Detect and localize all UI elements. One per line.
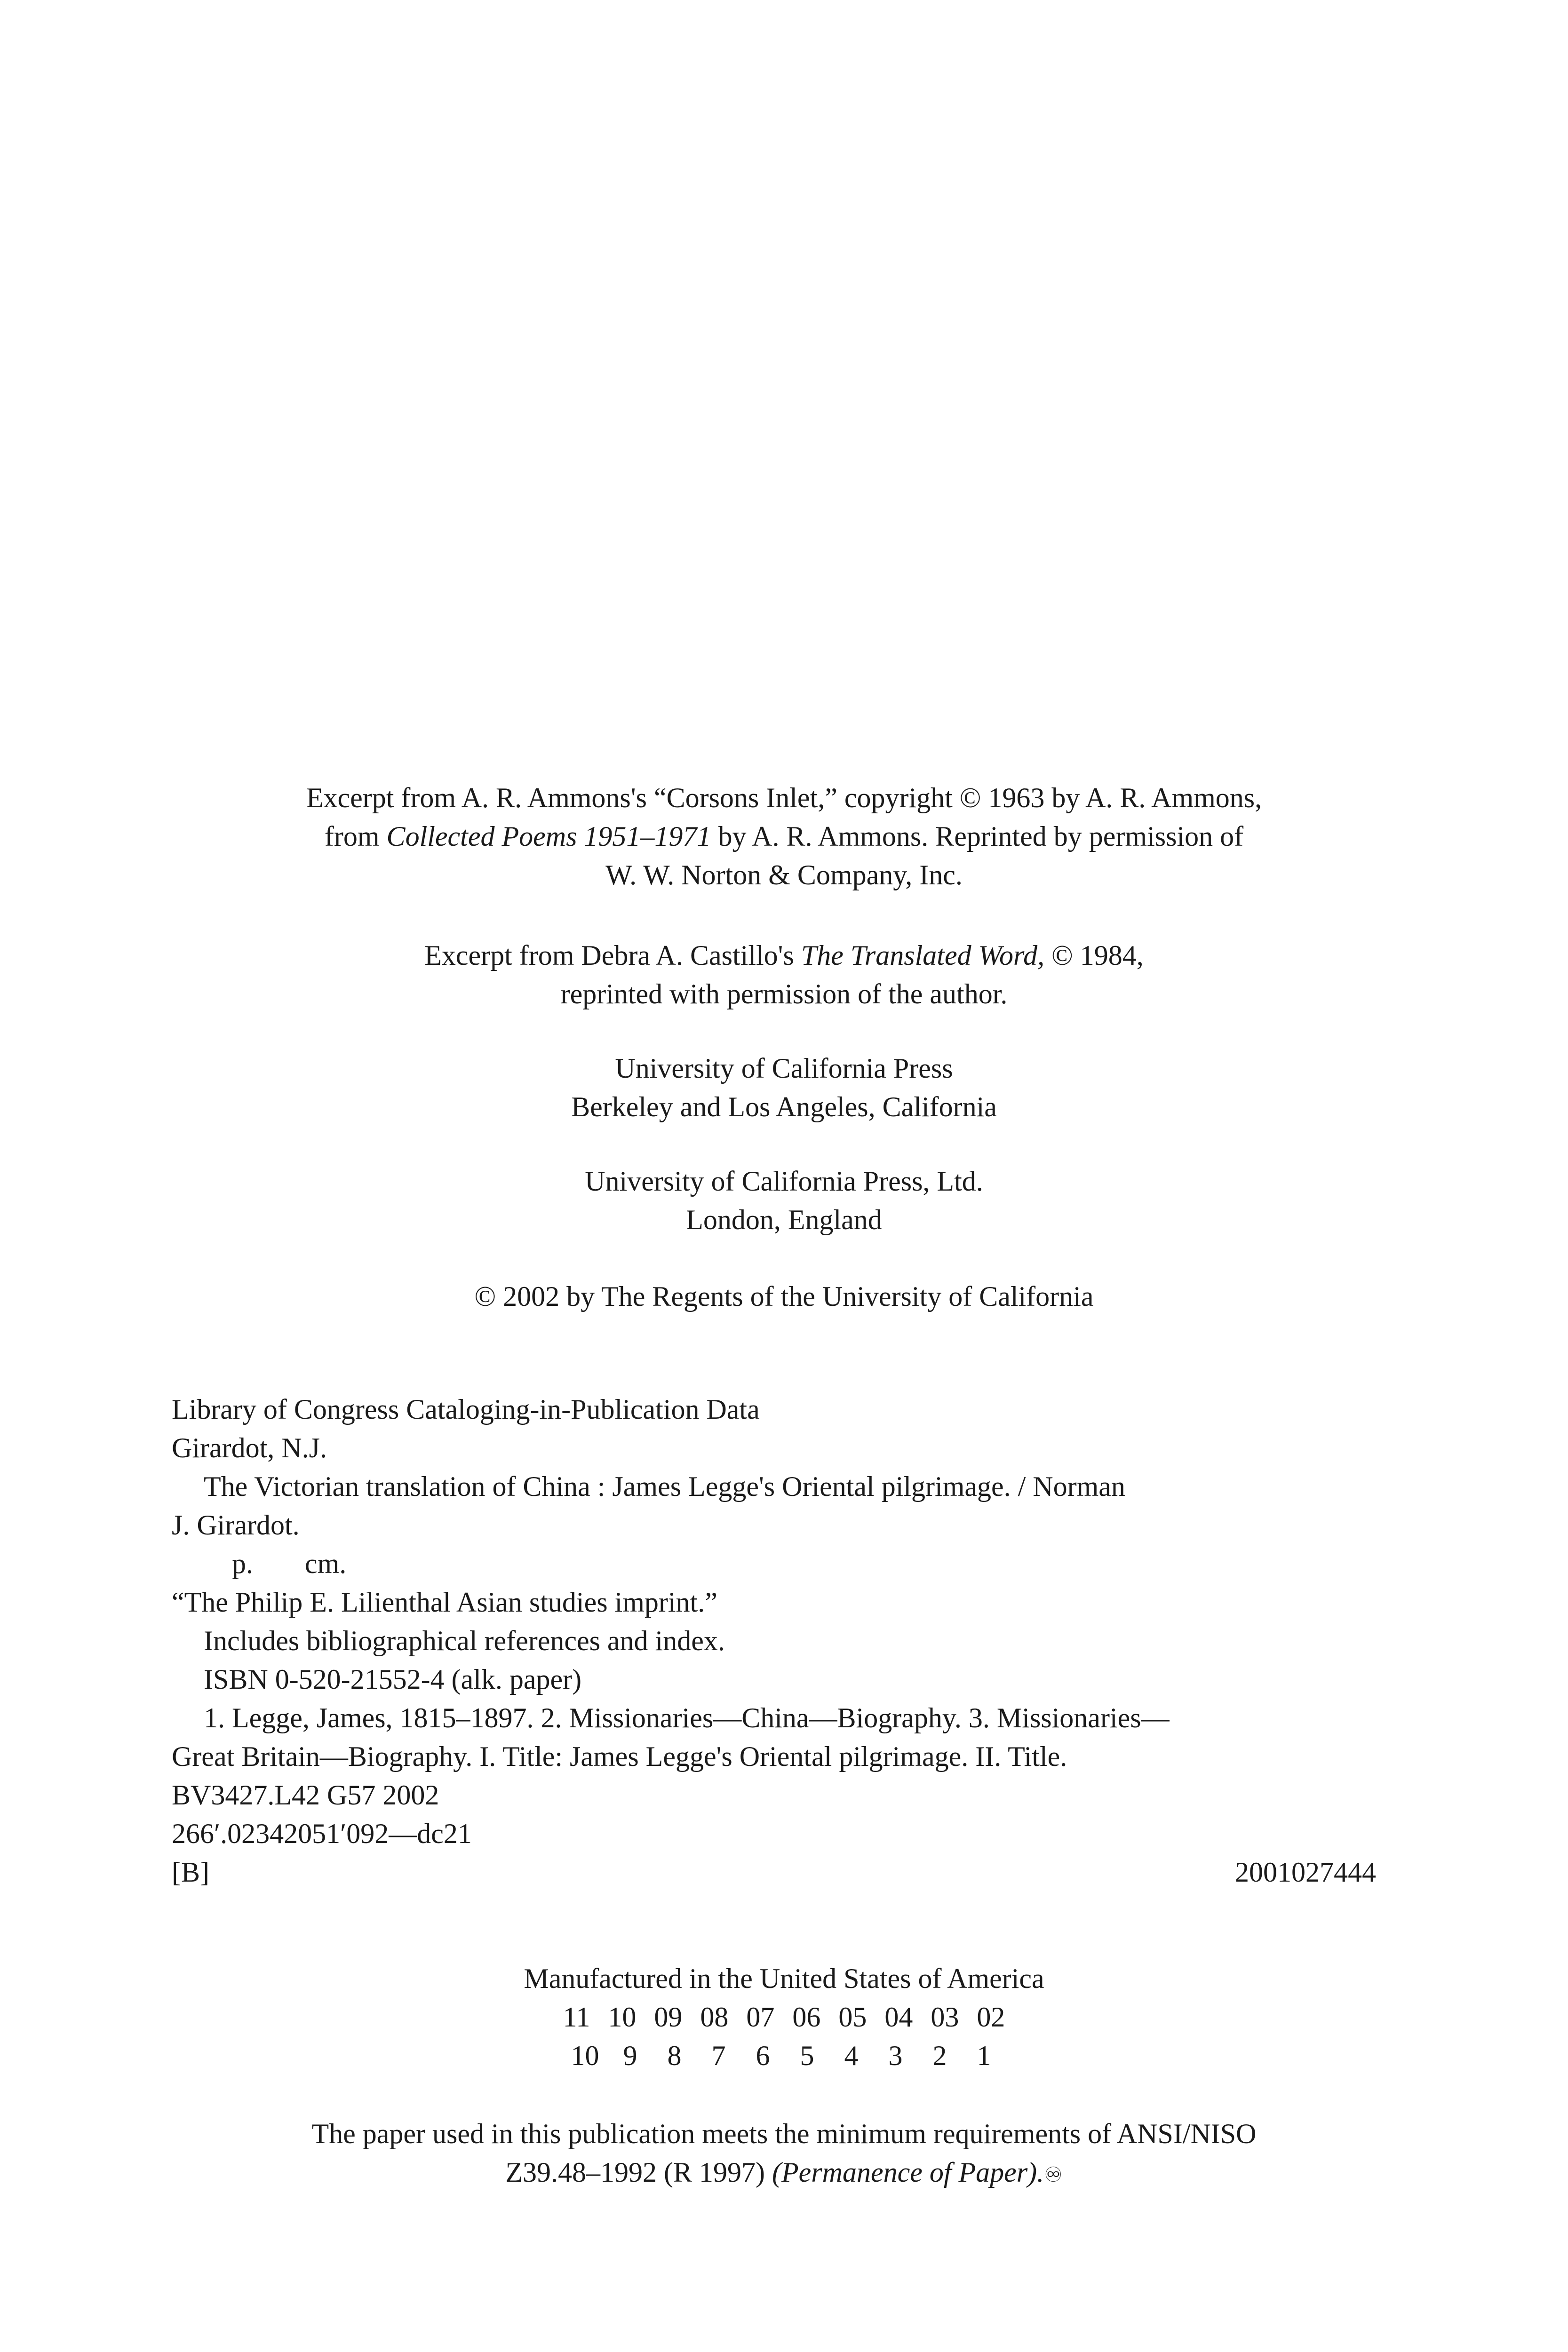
- cip-title-line-2: J. Girardot.: [172, 1510, 300, 1541]
- cip-series: “The Philip E. Lilienthal Asian studies imprint.”: [172, 1587, 717, 1618]
- impression-number: 1: [977, 2040, 991, 2071]
- printing-years-line: [0, 1998, 1568, 2036]
- cip-subjects-line-2: Great Britain—Biography. I. Title: James Legge's Oriental pilgrimage. II. Title.: [172, 1741, 1067, 1772]
- printing-impressions-line: [0, 2036, 1568, 2075]
- printing-year: 02: [977, 2002, 1005, 2033]
- permanence-of-paper: (Permanence of Paper).: [772, 2157, 1044, 2188]
- impression-number: 4: [844, 2040, 859, 2071]
- cip-last-row: [172, 1853, 1376, 1891]
- impression-number: 5: [800, 2040, 814, 2071]
- paper-statement: [0, 2114, 1568, 2194]
- publisher-us-name: University of California Press: [615, 1053, 953, 1084]
- printing-year: 05: [838, 2002, 867, 2033]
- cip-subjects-line-1: 1. Legge, James, 1815–1897. 2. Missionaries—China—Biography. 3. Missionaries—: [204, 1702, 1170, 1733]
- impression-number: 3: [888, 2040, 903, 2071]
- impression-number: 10: [571, 2040, 599, 2071]
- cip-lccn: 2001027444: [1235, 1857, 1376, 1888]
- castillo-credit: [0, 936, 1568, 1013]
- printing-year: 04: [884, 2002, 913, 2033]
- cip-includes: Includes bibliographical references and index.: [204, 1625, 725, 1656]
- printing-year: 10: [608, 2002, 637, 2033]
- castillo-credit-line-1-end: © 1984,: [1044, 940, 1144, 971]
- publisher-us-place: Berkeley and Los Angeles, California: [571, 1091, 997, 1122]
- copyright-line: © 2002 by The Regents of the University of California: [474, 1281, 1094, 1312]
- ammons-credit: [0, 779, 1568, 894]
- printing-year: 07: [746, 2002, 775, 2033]
- publisher-uk-place: London, England: [686, 1204, 882, 1235]
- printing-year: 09: [654, 2002, 683, 2033]
- collected-poems-title: Collected Poems 1951–1971: [386, 821, 711, 852]
- castillo-credit-line-1-start: Excerpt from Debra A. Castillo's: [424, 940, 801, 971]
- impression-number: 2: [932, 2040, 947, 2071]
- manufactured-in: Manufactured in the United States of America: [524, 1963, 1044, 1994]
- permanence-symbol-icon: ♾: [1044, 2163, 1063, 2187]
- castillo-credit-line-1: [0, 936, 1568, 975]
- cip-data-block: [172, 1390, 1376, 1891]
- translated-word-title: The Translated Word,: [801, 940, 1045, 971]
- cip-dewey: 266′.02342051′092—dc21: [172, 1818, 472, 1849]
- ammons-credit-line-2-end: by A. R. Ammons. Reprinted by permission of: [711, 821, 1244, 852]
- cip-author: Girardot, N.J.: [172, 1432, 327, 1463]
- ammons-credit-line-3: W. W. Norton & Company, Inc.: [605, 859, 963, 890]
- cip-collation: [172, 1544, 1376, 1583]
- publisher-us: [0, 1049, 1568, 1126]
- cip-pages: p.: [232, 1548, 253, 1579]
- printing-year: 03: [931, 2002, 959, 2033]
- impression-number: 9: [623, 2040, 637, 2071]
- paper-line-2-start: Z39.48–1992 (R 1997): [505, 2157, 772, 2188]
- cip-call-number: BV3427.L42 G57 2002: [172, 1780, 439, 1811]
- impression-number: 6: [756, 2040, 770, 2071]
- printing-year: 11: [563, 2002, 590, 2033]
- printing-year: 06: [792, 2002, 821, 2033]
- printing-year: 08: [700, 2002, 729, 2033]
- castillo-credit-line-2: reprinted with permission of the author.: [560, 978, 1008, 1009]
- publisher-uk: [0, 1162, 1568, 1239]
- cip-bracket: [B]: [172, 1857, 209, 1888]
- impression-number: 8: [667, 2040, 682, 2071]
- copyright-notice: [0, 1277, 1568, 1316]
- impression-number: 7: [711, 2040, 726, 2071]
- cip-heading: Library of Congress Cataloging-in-Publication Data: [172, 1394, 760, 1425]
- paper-line-1: The paper used in this publication meets the minimum requirements of ANSI/NISO: [311, 2118, 1257, 2149]
- ammons-credit-line-2-start: from: [324, 821, 387, 852]
- cip-isbn: ISBN 0-520-21552-4 (alk. paper): [204, 1664, 582, 1695]
- publisher-uk-name: University of California Press, Ltd.: [585, 1166, 983, 1197]
- ammons-credit-line-1: Excerpt from A. R. Ammons's “Corsons Inlet,” copyright © 1963 by A. R. Ammons,: [306, 782, 1262, 813]
- paper-line-2: [0, 2153, 1568, 2194]
- manufacturing-block: [0, 1959, 1568, 2075]
- cip-title-line-1: The Victorian translation of China : James Legge's Oriental pilgrimage. / Norman: [204, 1471, 1125, 1502]
- cip-size: cm.: [305, 1548, 347, 1579]
- ammons-credit-line-2: [0, 817, 1568, 856]
